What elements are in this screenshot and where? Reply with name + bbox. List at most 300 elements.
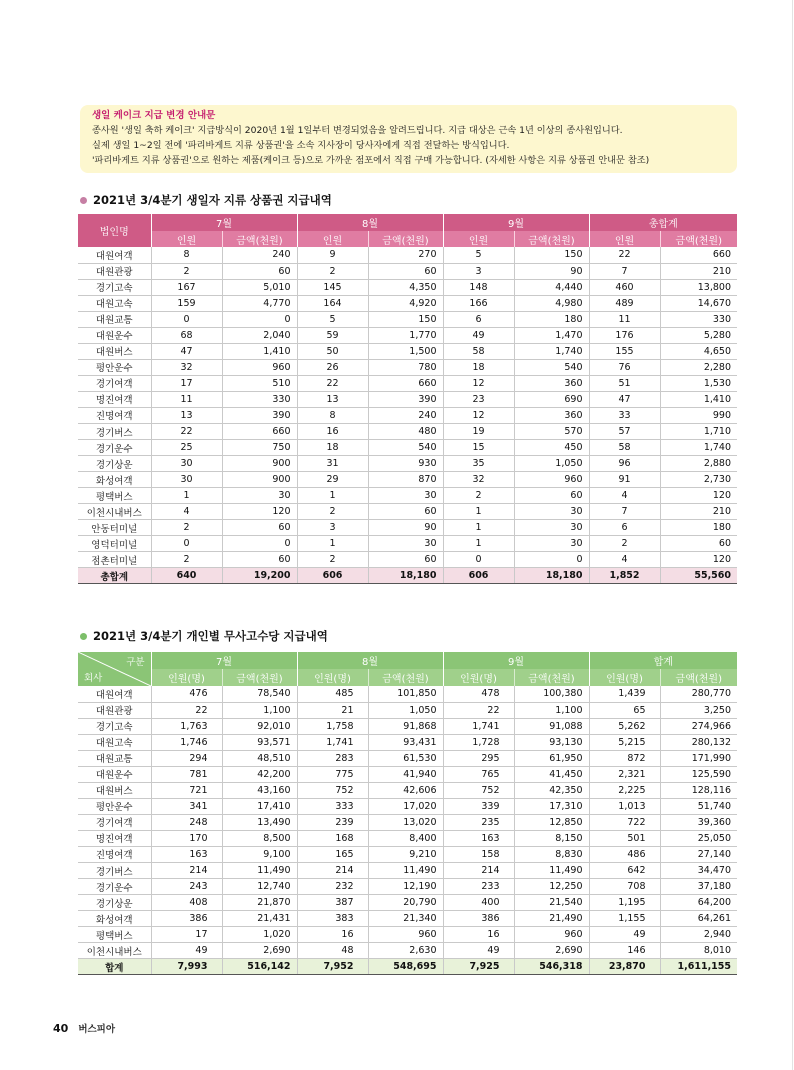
amount-cell: 64,200: [660, 895, 737, 911]
amount-cell: 900: [222, 472, 297, 488]
headcount-cell: 29: [297, 472, 368, 488]
headcount-cell: 4: [589, 488, 660, 504]
headcount-cell: 2: [151, 552, 222, 568]
headcount-cell: 164: [297, 295, 368, 311]
headcount-cell: 2: [297, 263, 368, 279]
company-name: 경기운수: [78, 440, 151, 456]
amount-cell: 30: [368, 488, 443, 504]
headcount-cell: 47: [589, 391, 660, 407]
headcount-cell: 11: [151, 391, 222, 407]
amount-cell: 90: [514, 263, 589, 279]
amount-cell: 30: [222, 488, 297, 504]
sub-header: 인원(명): [589, 669, 660, 686]
company-name: 대원버스: [78, 782, 151, 798]
headcount-cell: 30: [151, 472, 222, 488]
headcount-cell: 2: [589, 536, 660, 552]
amount-cell: 13,490: [222, 814, 297, 830]
amount-cell: 1,050: [368, 702, 443, 718]
company-name: 경기상운: [78, 895, 151, 911]
headcount-cell: 765: [443, 766, 514, 782]
headcount-cell: 158: [443, 846, 514, 862]
headcount-cell: 49: [443, 327, 514, 343]
headcount-cell: 12: [443, 375, 514, 391]
headcount-cell: 1: [443, 520, 514, 536]
headcount-cell: 386: [151, 911, 222, 927]
notice-line: 실제 생일 1~2일 전에 '파리바게트 지류 상품권'을 소속 지사장이 당사자에게 직접 전달하는 방식입니다.: [92, 140, 510, 151]
amount-cell: 64,261: [660, 911, 737, 927]
table-row: [78, 440, 737, 456]
headcount-cell: 35: [443, 456, 514, 472]
amount-cell: 120: [660, 552, 737, 568]
amount-cell: 19,200: [222, 568, 297, 584]
amount-cell: 274,966: [660, 718, 737, 734]
sub-header: 인원: [443, 231, 514, 247]
table-row: [78, 327, 737, 343]
amount-cell: 546,318: [514, 959, 589, 975]
amount-cell: 360: [514, 407, 589, 423]
headcount-cell: 0: [151, 311, 222, 327]
headcount-cell: 8: [151, 247, 222, 263]
table-row: [78, 895, 737, 911]
headcount-cell: 9: [297, 247, 368, 263]
amount-cell: 93,431: [368, 734, 443, 750]
amount-cell: 13,020: [368, 814, 443, 830]
headcount-cell: 294: [151, 750, 222, 766]
headcount-cell: 176: [589, 327, 660, 343]
headcount-cell: 163: [151, 846, 222, 862]
headcount-cell: 51: [589, 375, 660, 391]
table-row: [78, 879, 737, 895]
month-header: 9월: [443, 214, 589, 231]
headcount-cell: 11: [589, 311, 660, 327]
table-row: [78, 552, 737, 568]
headcount-cell: 283: [297, 750, 368, 766]
notice-title: 생일 케이크 지급 변경 안내문: [92, 110, 216, 121]
headcount-cell: 387: [297, 895, 368, 911]
headcount-cell: 22: [297, 375, 368, 391]
headcount-cell: 26: [297, 359, 368, 375]
headcount-cell: 1: [297, 488, 368, 504]
headcount-cell: 400: [443, 895, 514, 911]
headcount-cell: 1,439: [589, 686, 660, 702]
headcount-cell: 57: [589, 424, 660, 440]
headcount-cell: 22: [443, 702, 514, 718]
amount-cell: 125,590: [660, 766, 737, 782]
amount-cell: 280,132: [660, 734, 737, 750]
headcount-cell: 752: [443, 782, 514, 798]
amount-cell: 660: [660, 247, 737, 263]
notice-line: '파리바게트 지류 상품권'으로 원하는 제품(케이크 등)으로 가까운 점포에서 직접 구매 가능합니다. (자세한 사항은 지류 상품권 안내문 참조): [92, 155, 650, 166]
amount-cell: 990: [660, 407, 737, 423]
company-name: 평택버스: [78, 488, 151, 504]
headcount-cell: 145: [297, 279, 368, 295]
amount-cell: 42,606: [368, 782, 443, 798]
amount-cell: 4,350: [368, 279, 443, 295]
amount-cell: 450: [514, 440, 589, 456]
company-name: 대원버스: [78, 343, 151, 359]
headcount-cell: 8: [297, 407, 368, 423]
amount-cell: 1,410: [222, 343, 297, 359]
company-name: 대원여객: [78, 686, 151, 702]
amount-cell: 60: [368, 552, 443, 568]
amount-cell: 4,770: [222, 295, 297, 311]
corner-header: [78, 652, 151, 686]
company-name: 점촌터미널: [78, 552, 151, 568]
page-edge-rule: [792, 0, 793, 1070]
amount-cell: 55,560: [660, 568, 737, 584]
table-row: [78, 943, 737, 959]
amount-cell: 8,500: [222, 830, 297, 846]
amount-cell: 1,100: [222, 702, 297, 718]
headcount-cell: 16: [443, 927, 514, 943]
table-row: [78, 520, 737, 536]
headcount-cell: 7: [589, 263, 660, 279]
headcount-cell: 170: [151, 830, 222, 846]
headcount-cell: 1: [443, 504, 514, 520]
table-row: [78, 536, 737, 552]
headcount-cell: 1,195: [589, 895, 660, 911]
amount-cell: 180: [514, 311, 589, 327]
headcount-cell: 476: [151, 686, 222, 702]
amount-cell: 1,100: [514, 702, 589, 718]
company-name: 평안운수: [78, 359, 151, 375]
amount-cell: 390: [222, 407, 297, 423]
month-header: 8월: [297, 652, 443, 669]
headcount-cell: 165: [297, 846, 368, 862]
company-name: 대원관광: [78, 263, 151, 279]
headcount-cell: 16: [297, 424, 368, 440]
amount-cell: 61,950: [514, 750, 589, 766]
headcount-cell: 76: [589, 359, 660, 375]
amount-cell: 1,740: [660, 440, 737, 456]
headcount-cell: 31: [297, 456, 368, 472]
company-name: 화성여객: [78, 911, 151, 927]
headcount-cell: 13: [297, 391, 368, 407]
headcount-cell: 1: [443, 536, 514, 552]
sub-header: 금액(천원): [368, 669, 443, 686]
headcount-cell: 48: [297, 943, 368, 959]
amount-cell: 42,350: [514, 782, 589, 798]
headcount-cell: 1,013: [589, 798, 660, 814]
headcount-cell: 17: [151, 927, 222, 943]
headcount-cell: 58: [443, 343, 514, 359]
table-row: [78, 263, 737, 279]
company-name: 화성여객: [78, 472, 151, 488]
headcount-cell: 339: [443, 798, 514, 814]
amount-cell: 1,770: [368, 327, 443, 343]
headcount-cell: 148: [443, 279, 514, 295]
headcount-cell: 295: [443, 750, 514, 766]
amount-cell: 60: [222, 263, 297, 279]
amount-cell: 8,400: [368, 830, 443, 846]
amount-cell: 9,100: [222, 846, 297, 862]
table-row: [78, 295, 737, 311]
amount-cell: 960: [514, 927, 589, 943]
corner-top-label: 구분: [126, 657, 145, 668]
sub-header: 인원: [151, 231, 222, 247]
amount-cell: 1,470: [514, 327, 589, 343]
amount-cell: 12,740: [222, 879, 297, 895]
headcount-cell: 17: [151, 375, 222, 391]
sub-header: 금액(천원): [514, 669, 589, 686]
company-name: 이천시내버스: [78, 943, 151, 959]
headcount-cell: 4: [151, 504, 222, 520]
amount-cell: 60: [514, 488, 589, 504]
headcount-cell: 159: [151, 295, 222, 311]
amount-cell: 120: [660, 488, 737, 504]
amount-cell: 930: [368, 456, 443, 472]
amount-cell: 5,010: [222, 279, 297, 295]
headcount-cell: 2: [297, 552, 368, 568]
amount-cell: 42,200: [222, 766, 297, 782]
headcount-cell: 708: [589, 879, 660, 895]
safe-driving-allowance-table: [78, 652, 737, 975]
headcount-cell: 722: [589, 814, 660, 830]
amount-cell: 11,490: [514, 863, 589, 879]
amount-cell: 1,050: [514, 456, 589, 472]
sub-header: 금액(천원): [660, 231, 737, 247]
headcount-cell: 383: [297, 911, 368, 927]
table-row: [78, 863, 737, 879]
headcount-cell: 15: [443, 440, 514, 456]
amount-cell: 30: [368, 536, 443, 552]
amount-cell: 8,010: [660, 943, 737, 959]
headcount-cell: 248: [151, 814, 222, 830]
table-row: [78, 734, 737, 750]
amount-cell: 0: [514, 552, 589, 568]
month-header: 총합계: [589, 214, 737, 231]
table-row: [78, 782, 737, 798]
amount-cell: 0: [222, 311, 297, 327]
headcount-cell: 6: [589, 520, 660, 536]
table2-body: [78, 686, 737, 975]
headcount-cell: 68: [151, 327, 222, 343]
headcount-cell: 22: [151, 702, 222, 718]
table-row: [78, 798, 737, 814]
headcount-cell: 478: [443, 686, 514, 702]
headcount-cell: 341: [151, 798, 222, 814]
amount-cell: 93,571: [222, 734, 297, 750]
corner-bottom-label: 회사: [84, 673, 103, 684]
amount-cell: 11,490: [368, 863, 443, 879]
headcount-cell: 166: [443, 295, 514, 311]
headcount-cell: 2: [151, 520, 222, 536]
headcount-cell: 18: [443, 359, 514, 375]
page-number: 40: [53, 1021, 69, 1035]
page-footer: [53, 1021, 115, 1035]
month-header: 8월: [297, 214, 443, 231]
headcount-cell: 1,763: [151, 718, 222, 734]
table1-body: [78, 247, 737, 584]
amount-cell: 3,250: [660, 702, 737, 718]
headcount-cell: 49: [443, 943, 514, 959]
total-row: [78, 959, 737, 975]
headcount-cell: 65: [589, 702, 660, 718]
headcount-cell: 0: [443, 552, 514, 568]
amount-cell: 2,040: [222, 327, 297, 343]
bullet-icon: [80, 633, 87, 640]
headcount-cell: 22: [151, 424, 222, 440]
company-name: 명진여객: [78, 830, 151, 846]
amount-cell: 14,670: [660, 295, 737, 311]
headcount-cell: 1,728: [443, 734, 514, 750]
headcount-cell: 2: [443, 488, 514, 504]
headcount-cell: 214: [443, 863, 514, 879]
amount-cell: 2,730: [660, 472, 737, 488]
sub-header: 인원(명): [443, 669, 514, 686]
amount-cell: 93,130: [514, 734, 589, 750]
amount-cell: 900: [222, 456, 297, 472]
headcount-cell: 18: [297, 440, 368, 456]
headcount-cell: 1,155: [589, 911, 660, 927]
headcount-cell: 333: [297, 798, 368, 814]
amount-cell: 21,490: [514, 911, 589, 927]
table-row: [78, 846, 737, 862]
amount-cell: 2,690: [222, 943, 297, 959]
headcount-cell: 239: [297, 814, 368, 830]
headcount-cell: 49: [589, 927, 660, 943]
headcount-cell: 775: [297, 766, 368, 782]
company-name: 경기운수: [78, 879, 151, 895]
birthday-voucher-table: [78, 214, 737, 584]
amount-cell: 27,140: [660, 846, 737, 862]
headcount-cell: 2: [297, 504, 368, 520]
headcount-cell: 232: [297, 879, 368, 895]
company-name: 진명여객: [78, 407, 151, 423]
amount-cell: 1,710: [660, 424, 737, 440]
company-name: 안동터미널: [78, 520, 151, 536]
cake-notice-box: [80, 105, 737, 173]
amount-cell: 21,540: [514, 895, 589, 911]
headcount-cell: 96: [589, 456, 660, 472]
company-name: 평안운수: [78, 798, 151, 814]
headcount-cell: 33: [589, 407, 660, 423]
headcount-cell: 19: [443, 424, 514, 440]
company-name: 대원여객: [78, 247, 151, 263]
amount-cell: 2,880: [660, 456, 737, 472]
amount-cell: 240: [222, 247, 297, 263]
amount-cell: 180: [660, 520, 737, 536]
headcount-cell: 3: [297, 520, 368, 536]
amount-cell: 690: [514, 391, 589, 407]
headcount-cell: 642: [589, 863, 660, 879]
sub-header: 인원(명): [297, 669, 368, 686]
company-name: 대원관광: [78, 702, 151, 718]
table-row: [78, 247, 737, 263]
headcount-cell: 49: [151, 943, 222, 959]
amount-cell: 660: [222, 424, 297, 440]
amount-cell: 150: [368, 311, 443, 327]
company-name: 대원고속: [78, 295, 151, 311]
amount-cell: 570: [514, 424, 589, 440]
amount-cell: 360: [514, 375, 589, 391]
headcount-cell: 752: [297, 782, 368, 798]
amount-cell: 92,010: [222, 718, 297, 734]
headcount-cell: 155: [589, 343, 660, 359]
bullet-icon: [80, 197, 87, 204]
amount-cell: 960: [222, 359, 297, 375]
headcount-cell: 1: [151, 488, 222, 504]
headcount-cell: 6: [443, 311, 514, 327]
amount-cell: 39,360: [660, 814, 737, 830]
sub-header: 금액(천원): [514, 231, 589, 247]
amount-cell: 60: [222, 520, 297, 536]
table-row: [78, 927, 737, 943]
table-row: [78, 311, 737, 327]
amount-cell: 41,450: [514, 766, 589, 782]
headcount-cell: 12: [443, 407, 514, 423]
headcount-cell: 58: [589, 440, 660, 456]
total-label: 합계: [78, 959, 151, 975]
sub-header: 금액(천원): [660, 669, 737, 686]
table1-section-title: [80, 192, 332, 208]
notice-line: 종사원 '생일 축하 케이크' 지급방식이 2020년 1월 1일부터 변경되었음을 알려드립니다. 지급 대상은 근속 1년 이상의 종사원입니다.: [92, 125, 623, 136]
company-name: 이천시내버스: [78, 504, 151, 520]
headcount-cell: 386: [443, 911, 514, 927]
amount-cell: 2,690: [514, 943, 589, 959]
amount-cell: 280,770: [660, 686, 737, 702]
amount-cell: 17,410: [222, 798, 297, 814]
total-row: [78, 568, 737, 584]
table-row: [78, 750, 737, 766]
table-row: [78, 407, 737, 423]
headcount-cell: 606: [297, 568, 368, 584]
company-name: 경기상운: [78, 456, 151, 472]
headcount-cell: 32: [443, 472, 514, 488]
amount-cell: 4,440: [514, 279, 589, 295]
headcount-cell: 3: [443, 263, 514, 279]
company-name: 대원고속: [78, 734, 151, 750]
amount-cell: 41,940: [368, 766, 443, 782]
amount-cell: 1,410: [660, 391, 737, 407]
amount-cell: 17,310: [514, 798, 589, 814]
amount-cell: 780: [368, 359, 443, 375]
amount-cell: 21,340: [368, 911, 443, 927]
table-row: [78, 472, 737, 488]
amount-cell: 48,510: [222, 750, 297, 766]
amount-cell: 37,180: [660, 879, 737, 895]
amount-cell: 240: [368, 407, 443, 423]
company-name: 경기고속: [78, 718, 151, 734]
table-row: [78, 702, 737, 718]
amount-cell: 43,160: [222, 782, 297, 798]
amount-cell: 11,490: [222, 863, 297, 879]
amount-cell: 17,020: [368, 798, 443, 814]
total-label: 총합계: [78, 568, 151, 584]
headcount-cell: 91: [589, 472, 660, 488]
amount-cell: 0: [222, 536, 297, 552]
headcount-cell: 25: [151, 440, 222, 456]
table-row: [78, 911, 737, 927]
amount-cell: 120: [222, 504, 297, 520]
amount-cell: 21,431: [222, 911, 297, 927]
amount-cell: 1,611,155: [660, 959, 737, 975]
month-header: 7월: [151, 214, 297, 231]
corner-header: 법인명: [78, 214, 151, 247]
amount-cell: 4,980: [514, 295, 589, 311]
magazine-name: 버스피아: [78, 1024, 116, 1035]
amount-cell: 548,695: [368, 959, 443, 975]
amount-cell: 18,180: [514, 568, 589, 584]
sub-header: 금액(천원): [222, 669, 297, 686]
table-row: [78, 830, 737, 846]
table-row: [78, 686, 737, 702]
headcount-cell: 2: [151, 263, 222, 279]
amount-cell: 60: [368, 504, 443, 520]
amount-cell: 30: [514, 520, 589, 536]
amount-cell: 8,150: [514, 830, 589, 846]
company-name: 경기고속: [78, 279, 151, 295]
